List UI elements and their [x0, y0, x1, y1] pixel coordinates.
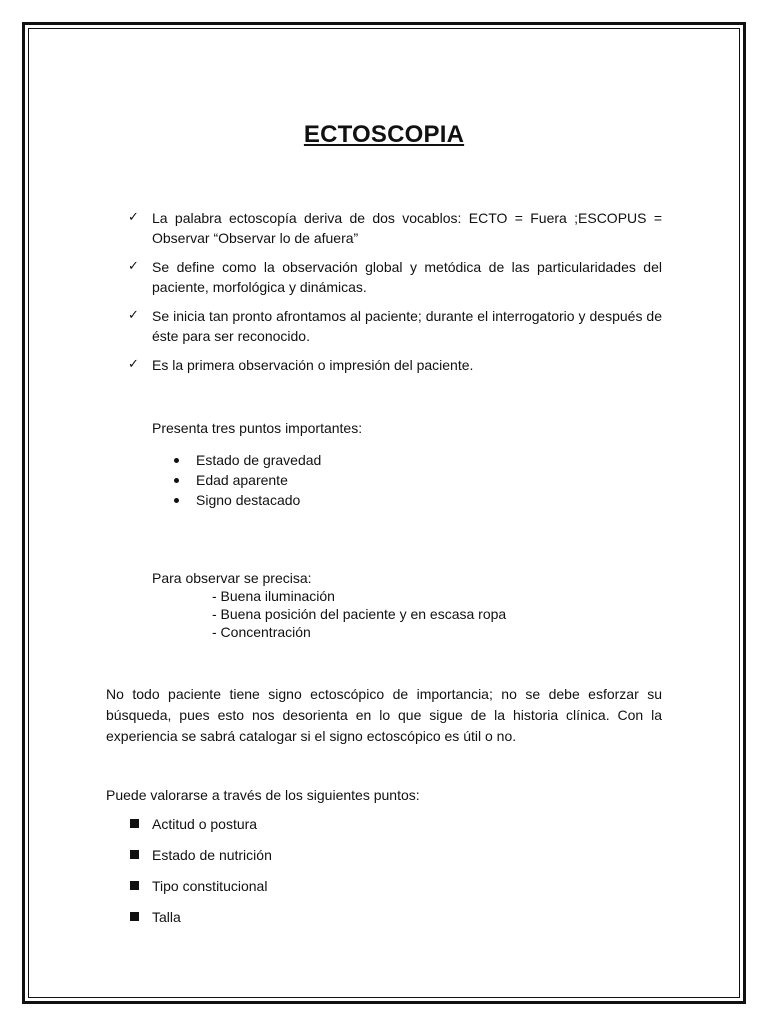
bullet-dot-icon [174, 478, 179, 483]
checklist-item-text: Se define como la observación global y metódica de las particularidades del paciente, morfológica y dinámicas. [152, 259, 662, 295]
checkmark-icon: ✓ [128, 210, 139, 225]
checklist-item-text: Es la primera observación o impresión del paciente. [152, 357, 474, 373]
square-bullet-icon [130, 850, 139, 859]
evaluate-list-item [130, 845, 272, 865]
evaluate-list-item [130, 876, 272, 896]
checkmark-icon: ✓ [128, 357, 139, 372]
bullet-dot-icon [174, 498, 179, 503]
evaluate-list-item-text: Tipo constitucional [152, 878, 268, 894]
points-list-item [172, 470, 321, 490]
points-list-item-text: Signo destacado [196, 492, 301, 508]
square-bullet-icon [130, 881, 139, 890]
observe-list-item: - Buena posición del paciente y en escasa ropa [212, 606, 507, 622]
checklist-item [128, 208, 662, 248]
square-bullet-icon [130, 819, 139, 828]
observe-list-item: - Buena iluminación [212, 588, 335, 604]
observe-list-item: - Concentración [212, 624, 311, 640]
evaluate-list-item [130, 907, 272, 927]
points-list [172, 450, 321, 510]
evaluate-intro: Puede valorarse a través de los siguientes puntos: [106, 787, 420, 803]
checkmark-icon: ✓ [128, 308, 139, 323]
points-list-item [172, 450, 321, 470]
checklist-item-text: Se inicia tan pronto afrontamos al paciente; durante el interrogatorio y después de éste para ser reconocido. [152, 308, 662, 344]
points-intro: Presenta tres puntos importantes: [152, 420, 363, 436]
checklist-item [128, 355, 662, 375]
checklist-item [128, 257, 662, 297]
checklist-item [128, 306, 662, 346]
checkmark-icon: ✓ [128, 259, 139, 274]
bullet-dot-icon [174, 458, 179, 463]
checklist-item-text: La palabra ectoscopía deriva de dos vocablos: ECTO = Fuera ;ESCOPUS = Observar “Observar lo de afuera” [152, 210, 662, 246]
document-title: ECTOSCOPIA [303, 121, 465, 148]
evaluate-list-item-text: Talla [152, 909, 181, 925]
evaluate-list-item-text: Estado de nutrición [152, 847, 272, 863]
points-list-item [172, 490, 321, 510]
points-list-item-text: Edad aparente [196, 472, 288, 488]
evaluate-list-item-text: Actitud o postura [152, 816, 258, 832]
points-list-item-text: Estado de gravedad [196, 452, 322, 468]
definition-checklist [128, 208, 662, 384]
evaluate-list-item [130, 814, 272, 834]
body-paragraph: No todo paciente tiene signo ectoscópico de importancia; no se debe esforzar su búsqueda, pues esto nos desorienta en lo que sigue de la historia clínica. Con la experiencia se sabrá catalogar si el signo ectoscópico es útil o no. [106, 686, 662, 744]
observe-list [212, 587, 506, 641]
observe-intro: Para observar se precisa: [152, 570, 312, 586]
square-bullet-icon [130, 912, 139, 921]
evaluate-list [130, 814, 272, 938]
